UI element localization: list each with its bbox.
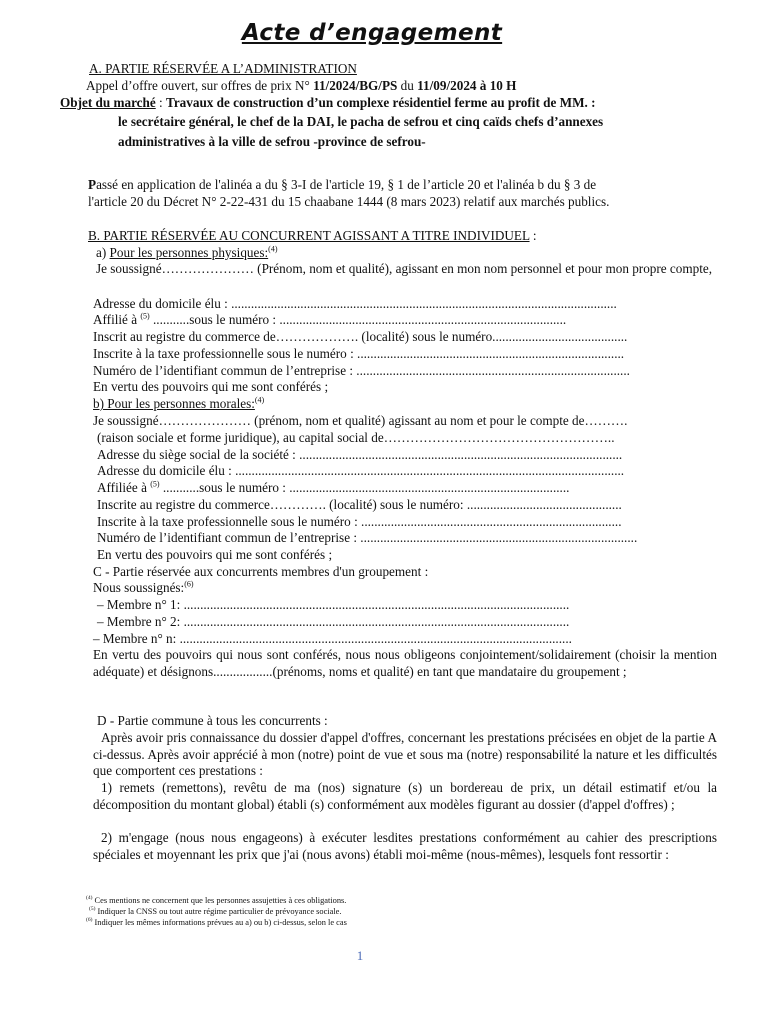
footnote-6-text: Indiquer les mêmes informations prévues au a) ou b) ci-dessus, selon le cas — [94, 918, 347, 927]
b-ice: Numéro de l’identifiant commun de l’entreprise : .................................................................................... — [97, 530, 638, 545]
passe-text: assé en application de l'alinéa a du § 3-I de l'article 19, § 1 de l’article 20 et l'alinéa b du § 3 de — [96, 177, 597, 192]
objet-line-3: administratives à la ville de sefrou -province de sefrou- — [118, 134, 426, 149]
a-affilie-post: ...........sous le numéro : ....................................................................................... — [149, 312, 567, 327]
membre-2: – Membre n° 2: ..................................................................................................................... — [97, 614, 570, 629]
appel-date: 11/09/2024 à 10 H — [417, 78, 517, 93]
b-domicile: Adresse du domicile élu : ...................................................................................................................... — [97, 463, 625, 478]
appel-du: du — [397, 78, 418, 93]
nous-soussignes-text: Nous soussignés: — [93, 580, 185, 595]
part-b-heading-line — [88, 228, 537, 244]
objet-sep: : — [155, 95, 166, 110]
passe-line-1 — [88, 177, 596, 193]
membre-1: – Membre n° 1: ..................................................................................................................... — [97, 597, 570, 612]
a-affilie-pre: Affilié à — [93, 312, 141, 327]
footnote-4 — [86, 896, 346, 906]
appel-number: 11/2024/BG/PS — [313, 78, 398, 93]
membre-n: – Membre n° n: ....................................................................................................................... — [93, 631, 572, 646]
a-ice: Numéro de l’identifiant commun de l’entreprise : ................................................................................... — [93, 363, 630, 378]
footnote-4-mark: (4) — [86, 895, 93, 902]
footnote-6-mark: (6) — [86, 917, 93, 924]
footnote-5-mark: (5) — [89, 906, 96, 913]
nous-soussignes-sup: (6) — [184, 579, 194, 589]
a-pouvoirs: En vertu des pouvoirs qui me sont conférés ; — [93, 379, 329, 394]
section-b-line — [93, 396, 264, 412]
b-soussigne: Je soussigné………………… (prénom, nom et qualité) agissant au nom et pour le compte de………. — [93, 413, 628, 428]
footnote-5-text: Indiquer la CNSS ou tout autre régime particulier de prévoyance sociale. — [97, 907, 342, 916]
section-b-label: b) Pour les personnes morales: — [93, 396, 255, 411]
section-a-label: Pour les personnes physiques: — [109, 245, 269, 260]
section-a-line — [96, 245, 277, 261]
a-taxe: Inscrite à la taxe professionnelle sous le numéro : ................................................................................. — [93, 346, 625, 361]
appel-prefix: Appel d’offre ouvert, sur offres de prix N° — [86, 78, 314, 93]
part-b-heading-suffix: : — [529, 228, 537, 243]
part-d-heading: D - Partie commune à tous les concurrents : — [97, 713, 328, 728]
b-affilie-sup: (5) — [150, 479, 160, 489]
b-pouvoirs: En vertu des pouvoirs qui me sont conférés ; — [97, 547, 333, 562]
b-registre: Inscrite au registre du commerce…………. (localité) sous le numéro: ............................................... — [97, 497, 622, 512]
part-d-paragraph-1: Après avoir pris connaissance du dossier d'appel d'offres, concernant les prestations précisées en objet de la partie A ci-dessus. Après avoir apprécié à mon (notre) point de vue et sous ma (notre) responsabilité la nature et les difficultés que comportent ces prestations : — [93, 730, 717, 779]
objet-text-1: Travaux de construction d’un complexe résidentiel ferme au profit de MM. : — [166, 95, 596, 110]
section-a-prefix: a) — [96, 245, 110, 260]
objet-line-2: le secrétaire général, le chef de la DAI, le pacha de sefrou et cinq caïds chefs d’annexes — [118, 114, 604, 129]
a-soussigne: Je soussigné………………… (Prénom, nom et qualité), agissant en mon nom personnel et pour mon propre compte, — [96, 261, 713, 276]
section-a-sup: (4) — [268, 244, 278, 254]
a-affilie-sup: (5) — [140, 311, 150, 321]
part-d-paragraph-3: 2) m'engage (nous nous engageons) à exécuter lesdites prestations conformément au cahier des prescriptions spéciales et moyennant les prix que j'ai (nous avons) établi moi-même (nous-mêmes), lesquels font ressortir : — [93, 830, 717, 862]
appel-offre-line — [86, 78, 516, 94]
passe-initial: P — [88, 177, 97, 192]
b-siege: Adresse du siège social de la société : .................................................................................................. — [97, 447, 623, 462]
passe-line-2: l'article 20 du Décret N° 2-22-431 du 15 chaabane 1444 (8 mars 2023) relatif aux marchés publics. — [88, 194, 610, 209]
b-taxe: Inscrite à la taxe professionnelle sous le numéro : ............................................................................... — [97, 514, 622, 529]
footnote-6 — [86, 918, 347, 928]
objet-line-1 — [60, 95, 596, 111]
part-a-heading: A. PARTIE RÉSERVÉE A L’ADMINISTRATION — [89, 61, 357, 76]
part-c-heading: C - Partie réservée aux concurrents membres d'un groupement : — [93, 564, 429, 579]
a-domicile: Adresse du domicile élu : ..................................................................................................................... — [93, 296, 617, 311]
b-affilie-post: ...........sous le numéro : ..................................................................................... — [159, 480, 570, 495]
footnote-5 — [89, 907, 341, 917]
a-registre: Inscrit au registre du commerce de………………. (localité) sous le numéro......................................... — [93, 329, 628, 344]
page-number: 1 — [356, 948, 364, 963]
nous-soussignes — [93, 580, 194, 596]
section-b-sup: (4) — [254, 395, 265, 405]
part-b-heading: B. PARTIE RÉSERVÉE AU CONCURRENT AGISSANT A TITRE INDIVIDUEL — [88, 228, 530, 243]
b-affilie-pre: Affiliée à — [97, 480, 151, 495]
footnote-4-text: Ces mentions ne concernent que les personnes assujetties à ces obligations. — [94, 896, 347, 905]
page-title: Acte d’engagement — [241, 20, 503, 46]
part-d-paragraph-2: 1) remets (remettons), revêtu de ma (nos) signature (s) un bordereau de prix, un détail estimatif et/ou la décomposition du montant global) établi (s) conformément aux modèles figurant au dossier (d'appel d'offres) ; — [93, 780, 717, 812]
a-affilie — [93, 312, 566, 328]
groupement-pouvoirs: En vertu des pouvoirs qui nous sont conférés, nous nous obligeons conjointement/solidairement (choisir la mention adéquate) et désignons..................(prénoms, noms et qualité) en tant que mandataire du groupement ; — [93, 647, 717, 679]
b-raison: (raison sociale et forme juridique), au capital social de…………………………………………….. — [97, 430, 615, 445]
b-affilie — [97, 480, 569, 496]
objet-label: Objet du marché — [60, 95, 156, 110]
